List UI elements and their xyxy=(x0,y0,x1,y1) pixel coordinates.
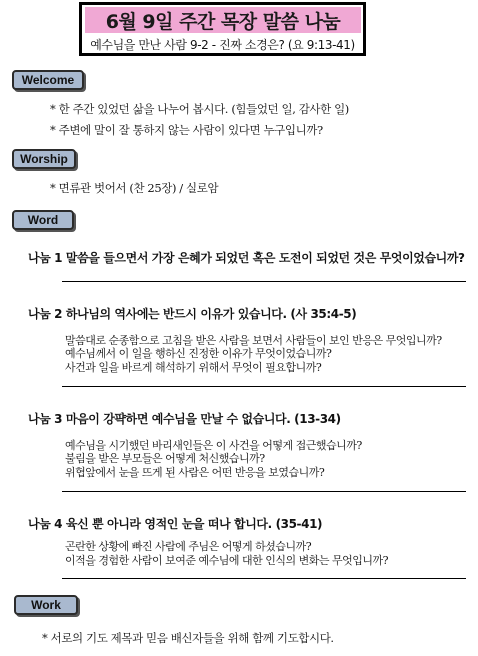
welcome-item-2: * 주변에 말이 잘 통하지 않는 사람이 있다면 누구입니까? xyxy=(50,123,323,137)
answer-line-2 xyxy=(62,386,466,387)
answer-line-3 xyxy=(62,491,466,492)
question-2-sub-1: 말씀대로 순종함으로 고침을 받은 사람을 보면서 사람들이 보인 반응은 무엇입니까? xyxy=(65,334,442,347)
worship-item-1: * 면류관 벗어서 (찬 25장) / 실로암 xyxy=(50,181,219,195)
question-4-title: 나눔 4 육신 뿐 아니라 영적인 눈을 떠나 합니다. (35-41) xyxy=(28,517,323,531)
answer-line-1 xyxy=(62,281,466,282)
question-4-sub-1: 곤란한 상황에 빠진 사람에 주님은 어떻게 하셨습니까? xyxy=(65,540,312,553)
work-label: Work xyxy=(14,595,78,615)
question-3-sub-2: 불림을 받은 부모들은 어떻게 처신했습니까? xyxy=(65,452,265,465)
work-item-1: * 서로의 기도 제목과 믿음 배신자들을 위해 함께 기도합시다. xyxy=(42,631,334,645)
answer-line-4 xyxy=(62,578,466,579)
welcome-label: Welcome xyxy=(12,70,84,90)
question-3-sub-1: 예수님을 시기했던 바리새인들은 이 사건을 어떻게 접근했습니까? xyxy=(65,439,362,452)
page-title: 6월 9일 주간 목장 말씀 나눔 xyxy=(85,7,361,33)
question-2-title: 나눔 2 하나님의 역사에는 반드시 이유가 있습니다. (사 35:4-5) xyxy=(28,307,357,321)
question-4-sub-2: 이적을 경험한 사람이 보여준 예수님에 대한 인식의 변화는 무엇입니까? xyxy=(65,554,389,567)
question-2-sub-3: 사건과 일을 바르게 해석하기 위해서 무엇이 필요합니까? xyxy=(65,361,322,374)
welcome-item-1: * 한 주간 있었던 삶을 나누어 봅시다. (힘들었던 일, 감사한 일) xyxy=(50,102,349,116)
worship-label: Worship xyxy=(12,149,76,169)
header-box xyxy=(79,2,366,56)
question-2-sub-2: 예수님께서 이 일을 행하신 진정한 이유가 무엇이었습니까? xyxy=(65,347,332,360)
question-1-title: 나눔 1 말씀을 들으면서 가장 은혜가 되었던 혹은 도전이 되었던 것은 무엇이었습니까? xyxy=(28,251,465,265)
word-label: Word xyxy=(12,210,74,230)
question-3-title: 나눔 3 마음이 강퍅하면 예수님을 만날 수 없습니다. (13-34) xyxy=(28,412,341,426)
page-subtitle: 예수님을 만난 사람 9-2 - 진짜 소경은? (요 9:13-41) xyxy=(90,38,355,52)
question-3-sub-3: 위협앞에서 눈을 뜨게 된 사람은 어떤 반응을 보였습니까? xyxy=(65,466,325,479)
